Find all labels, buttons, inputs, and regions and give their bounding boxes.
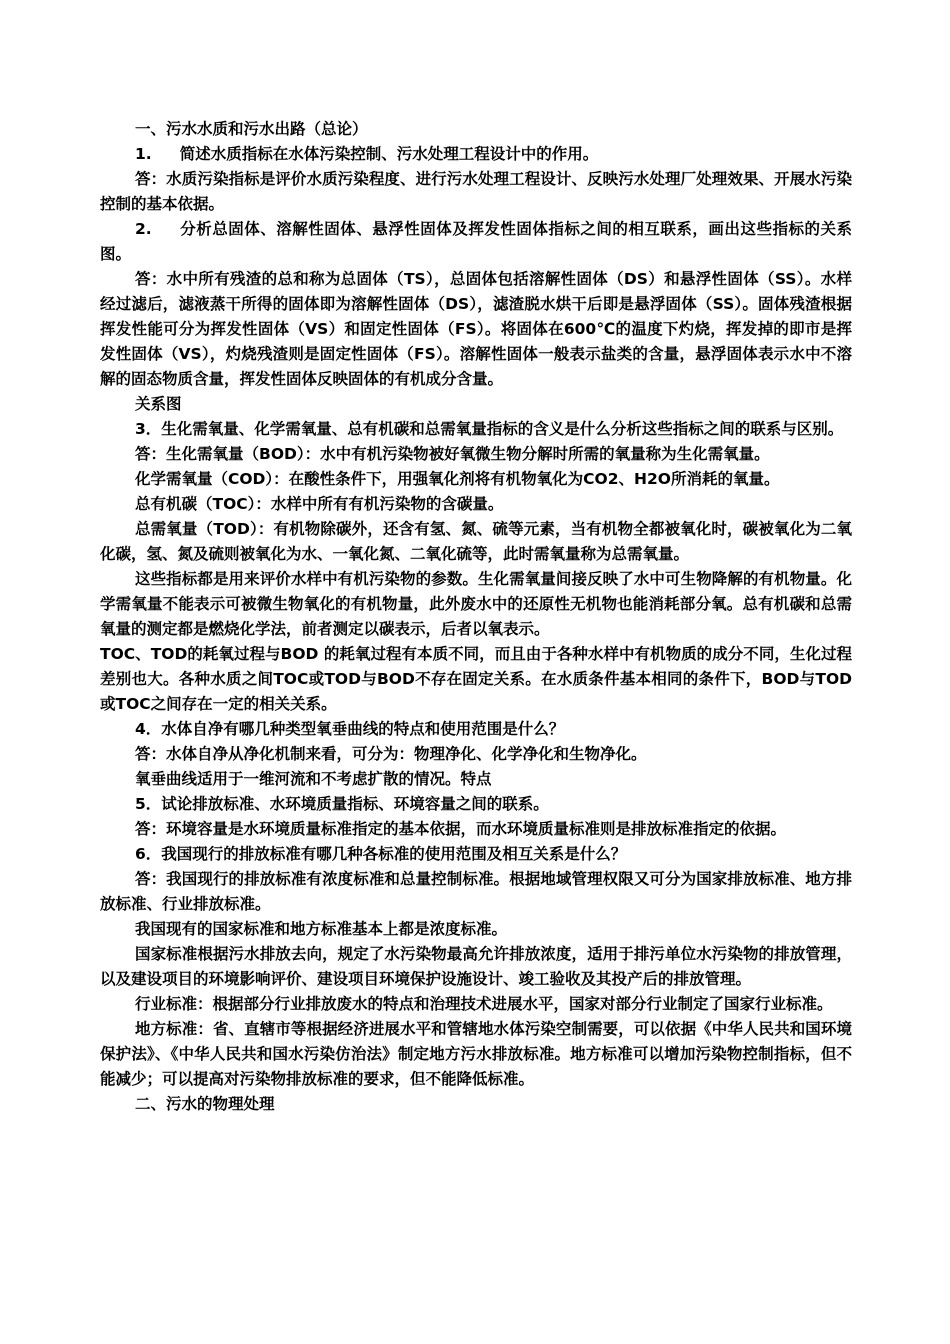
answer-3-cod: 化学需氧量（COD）：在酸性条件下，用强氧化剂将有机物氧化为CO2、H2O所消耗的氧量。 bbox=[135, 470, 780, 488]
answer-6-paragraph-1: 答：我国现行的排放标准有浓度标准和总量控制标准。根据地域管理权限又可分为国家排放标准、地方排放标准、行业排放标准。 bbox=[100, 870, 852, 913]
answer-3-paragraph-2: TOC、TOD的耗氧过程与BOD 的耗氧过程有本质不同，而且由于各种水样中有机物质的成分不同，生化过程差别也大。各种水质之间TOC或TOD与BOD不存在固定关系。在水质条件基本相同的条件下，BOD与TOD或TOC之间存在一定的相关关系。 bbox=[100, 645, 852, 713]
section-heading-1: 一、污水水质和污水出路（总论） bbox=[135, 120, 368, 138]
answer-2-figure-label: 关系图 bbox=[135, 395, 182, 413]
question-1 bbox=[100, 142, 852, 167]
question-1-text: 简述水质指标在水体污染控制、污水处理工程设计中的作用。 bbox=[179, 145, 599, 163]
answer-3-bod: 答：生化需氧量（BOD）：水中有机污染物被好氧微生物分解时所需的氧量称为生化需氧量。 bbox=[135, 445, 770, 463]
document-body bbox=[100, 117, 852, 1117]
answer-3-paragraph-1: 这些指标都是用来评价水样中有机污染物的参数。生化需氧量间接反映了水中可生物降解的有机物量。化学需氧量不能表示可被微生物氧化的有机物量，此外废水中的还原性无机物也能消耗部分氧。总有机碳和总需氧量的测定都是燃烧化学法，前者测定以碳表示，后者以氧表示。 bbox=[100, 570, 852, 638]
question-3: 3．生化需氧量、化学需氧量、总有机碳和总需氧量指标的含义是什么分析这些指标之间的联系与区别。 bbox=[135, 420, 844, 438]
question-2-number: 2. bbox=[135, 220, 152, 238]
question-4: 4．水体自净有哪几种类型氧垂曲线的特点和使用范围是什么？ bbox=[135, 720, 565, 738]
answer-3-toc: 总有机碳（TOC）：水样中所有有机污染物的含碳量。 bbox=[135, 495, 504, 513]
answer-6-paragraph-5: 地方标准：省、直辖市等根据经济进展水平和管辖地水体污染空制需要，可以依据《中华人民共和国环境保护法》、《中华人民共和国水污染仿治法》制定地方污水排放标准。地方标准可以增加污染物控制指标，但不能减少；可以提高对污染物排放标准的要求，但不能降低标准。 bbox=[100, 1020, 852, 1088]
answer-1: 答：水质污染指标是评价水质污染程度、进行污水处理工程设计、反映污水处理厂处理效果、开展水污染控制的基本依据。 bbox=[100, 170, 852, 213]
question-6: 6．我国现行的排放标准有哪几种各标准的使用范围及相互关系是什么？ bbox=[135, 845, 627, 863]
question-5: 5．试论排放标准、水环境质量指标、环境容量之间的联系。 bbox=[135, 795, 549, 813]
answer-6-paragraph-4: 行业标准：根据部分行业排放废水的特点和治理技术进展水平，国家对部分行业制定了国家行业标准。 bbox=[135, 995, 833, 1013]
section-heading-2: 二、污水的物理处理 bbox=[135, 1095, 275, 1113]
answer-3-tod: 总需氧量（TOD）：有机物除碳外，还含有氢、氮、硫等元素，当有机物全都被氧化时，碳被氧化为二氧化碳，氢、氮及硫则被氧化为水、一氧化氮、二氧化硫等，此时需氧量称为总需氧量。 bbox=[100, 520, 852, 563]
answer-2: 答：水中所有残渣的总和称为总固体（TS），总固体包括溶解性固体（DS）和悬浮性固体（SS）。水样经过滤后，滤液蒸干所得的固体即为溶解性固体（DS），滤渣脱水烘干后即是悬浮固体（SS）。固体残渣根据挥发性能可分为挥发性固体（VS）和固定性固体（FS）。将固体在600℃的温度下灼烧，挥发掉的即市是挥发性固体（VS），灼烧残渣则是固定性固体（FS）。溶解性固体一般表示盐类的含量，悬浮固体表示水中不溶解的固态物质含量，挥发性固体反映固体的有机成分含量。 bbox=[100, 270, 852, 388]
answer-6-paragraph-2: 我国现有的国家标准和地方标准基本上都是浓度标准。 bbox=[135, 920, 508, 938]
question-2-text: 分析总固体、溶解性固体、悬浮性固体及挥发性固体指标之间的相互联系，画出这些指标的关系图。 bbox=[100, 220, 852, 263]
answer-4-line-1: 答：水体自净从净化机制来看，可分为：物理净化、化学净化和生物净化。 bbox=[135, 745, 647, 763]
question-1-number: 1. bbox=[135, 145, 152, 163]
answer-6-paragraph-3: 国家标准根据污水排放去向，规定了水污染物最高允许排放浓度，适用于排污单位水污染物的排放管理，以及建设项目的环境影响评价、建设项目环境保护设施设计、竣工验收及其投产后的排放管理。 bbox=[100, 945, 852, 988]
answer-4-line-2: 氧垂曲线适用于一维河流和不考虑扩散的情况。特点 bbox=[135, 770, 492, 788]
answer-5: 答：环境容量是水环境质量标准指定的基本依据，而水环境质量标准则是排放标准指定的依据。 bbox=[135, 820, 787, 838]
question-2 bbox=[100, 217, 852, 267]
